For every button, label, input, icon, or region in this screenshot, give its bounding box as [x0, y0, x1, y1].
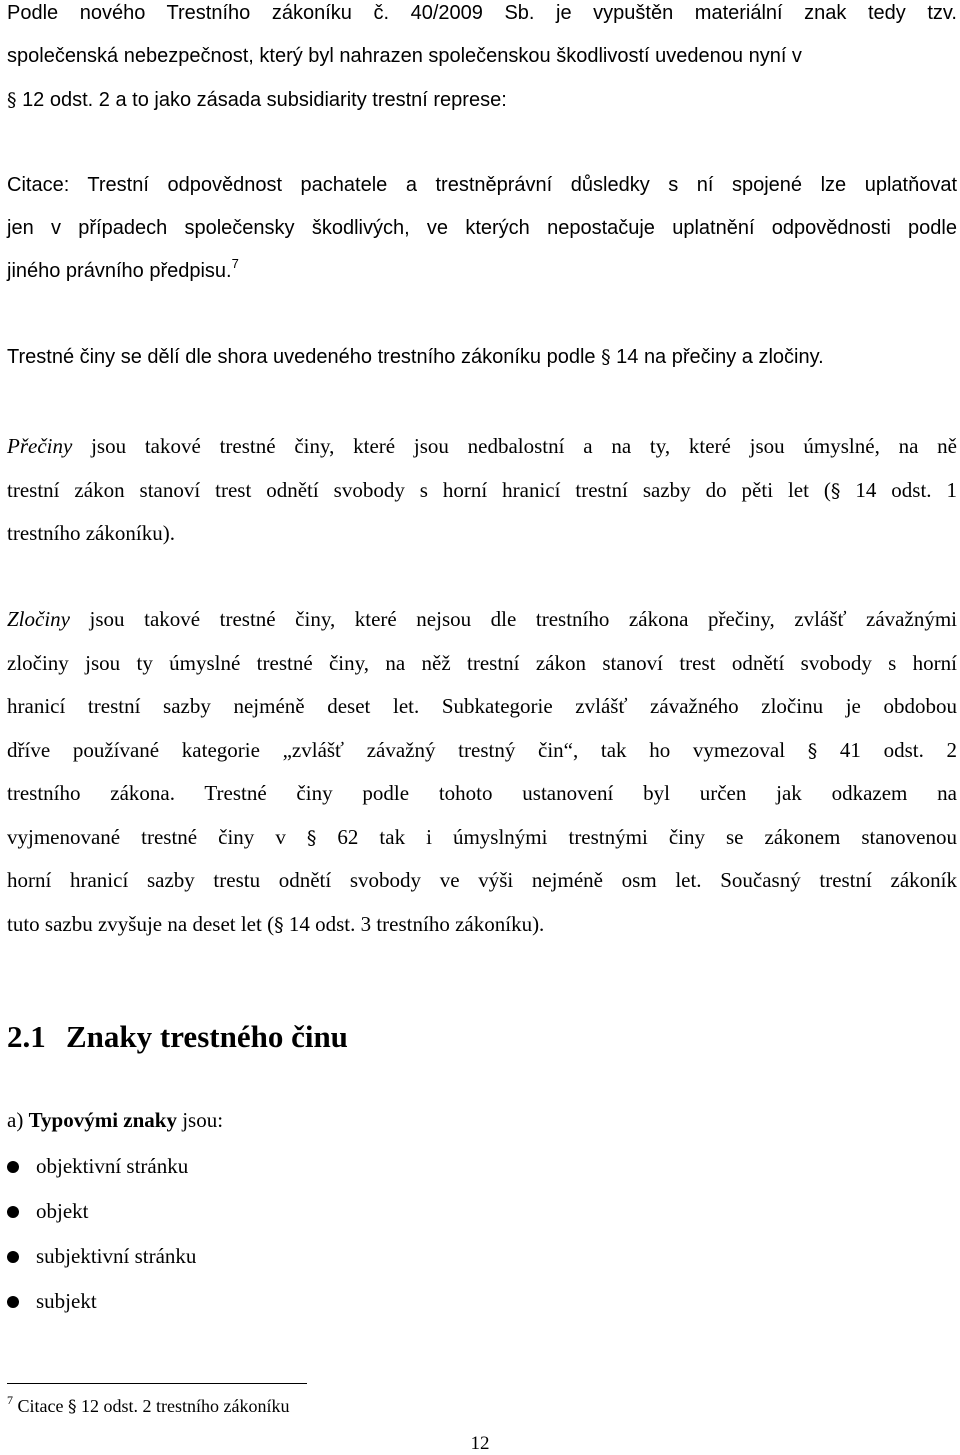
- list-item: objekt: [36, 1199, 89, 1223]
- intro-line-1: Podle nového Trestního zákoníku č. 40/2009 Sb. je vypuštěn materiální znak tedy tzv.: [7, 2, 957, 24]
- division-text-b: 14 na přečiny a zločiny.: [610, 346, 824, 368]
- footnote-number: 7: [7, 1393, 13, 1407]
- footnote-separator: [7, 1383, 307, 1384]
- felony-line-6: [7, 825, 957, 850]
- division-text-a: Trestné činy se dělí dle shora uvedeného trestního zákoníku podle: [7, 346, 602, 368]
- felony-line-6-b: 62 tak i úmyslnými trestnými činy se zákonem stanovenou: [316, 825, 957, 849]
- section-title: Znaky trestného činu: [66, 1019, 348, 1054]
- list-item: subjekt: [36, 1289, 97, 1313]
- bullet-icon: [7, 1251, 19, 1263]
- section-sign: §: [601, 346, 611, 368]
- section-sign: §: [306, 827, 317, 849]
- intro-line-3-text: 12 odst. 2 a to jako zásada subsidiarity trestní represe:: [22, 89, 507, 111]
- felony-line-4: [7, 738, 957, 763]
- misdemeanour-line-1: [7, 434, 957, 458]
- felony-line-2: zločiny jsou ty úmyslné trestné činy, na něž trestní zákon stanoví trest odnětí svobody s horní: [7, 651, 957, 675]
- footnote-text-b: 12 odst. 2 trestního zákoníku: [76, 1396, 290, 1416]
- division-sentence: [7, 345, 824, 369]
- felony-line-7: horní hranicí sazby trestu odnětí svobody ve výši nejméně osm let. Současný trestní zákoník: [7, 868, 957, 892]
- felony-line-1-text: jsou takové trestné činy, které nejsou dle trestního zákona přečiny, zvlášť závažnými: [70, 607, 957, 631]
- list-item: objektivní stránku: [36, 1154, 189, 1178]
- list-intro-b: jsou:: [176, 1108, 224, 1132]
- page-number: 12: [470, 1433, 490, 1454]
- footnote-text-a: Citace: [13, 1396, 68, 1416]
- misdemeanour-line-2-b: 14 odst. 1: [840, 478, 957, 502]
- misdemeanour-line-3: trestního zákoníku).: [7, 521, 175, 545]
- felony-line-1: [7, 607, 957, 631]
- misdemeanour-line-2-a: trestní zákon stanoví trest odnětí svobody s horní hranicí trestní sazby do pěti let (: [7, 478, 831, 502]
- footnote-ref: 7: [231, 256, 239, 271]
- citation-line-3: [7, 256, 239, 283]
- section-sign: §: [67, 1397, 77, 1417]
- section-sign: §: [807, 740, 818, 762]
- footnote: [7, 1395, 289, 1418]
- misdemeanour-term: Přečiny: [7, 434, 73, 458]
- list-intro-a: a): [7, 1108, 29, 1132]
- section-sign: §: [830, 480, 841, 502]
- misdemeanour-line-1-text: jsou takové trestné činy, které jsou nedbalostní a na ty, které jsou úmyslné, na ně: [72, 434, 957, 458]
- felony-term: Zločiny: [7, 607, 70, 631]
- felony-line-4-a: dříve používané kategorie „zvlášť závažný trestný čin“, tak ho vymezoval: [7, 738, 808, 762]
- citation-line-2: jen v případech společensky škodlivých, ve kterých nepostačuje uplatnění odpovědnosti podle: [7, 217, 957, 239]
- section-heading: [7, 1017, 348, 1057]
- felony-line-6-a: vyjmenované trestné činy v: [7, 825, 307, 849]
- bullet-icon: [7, 1296, 19, 1308]
- list-item: subjektivní stránku: [36, 1244, 197, 1268]
- section-number: 2.1: [7, 1019, 46, 1054]
- felony-line-5: trestního zákona. Trestné činy podle tohoto ustanovení byl určen jak odkazem na: [7, 781, 957, 805]
- section-sign: §: [274, 914, 284, 936]
- felony-line-8-b: 14 odst. 3 trestního zákoníku).: [283, 912, 545, 936]
- intro-line-3: [7, 88, 507, 112]
- section-sign: §: [7, 89, 17, 111]
- citation-line-3-text: jiného právního předpisu.: [7, 260, 232, 282]
- intro-line-2: společenská nebezpečnost, který byl nahrazen společenskou škodlivostí uvedenou nyní v: [7, 45, 802, 67]
- felony-line-8: [7, 912, 544, 937]
- felony-line-3: hranicí trestní sazby nejméně deset let. Subkategorie zvlášť závažného zločinu je obdobou: [7, 694, 957, 718]
- citation-line-1: Citace: Trestní odpovědnost pachatele a trestněprávní důsledky s ní spojené lze uplatňovat: [7, 174, 957, 196]
- bullet-icon: [7, 1161, 19, 1173]
- felony-line-4-b: 41 odst. 2: [817, 738, 957, 762]
- list-intro: [7, 1108, 223, 1132]
- misdemeanour-line-2: [7, 478, 957, 503]
- bullet-icon: [7, 1206, 19, 1218]
- felony-line-8-a: tuto sazbu zvyšuje na deset let (: [7, 912, 275, 936]
- list-intro-bold: Typovými znaky: [28, 1108, 177, 1132]
